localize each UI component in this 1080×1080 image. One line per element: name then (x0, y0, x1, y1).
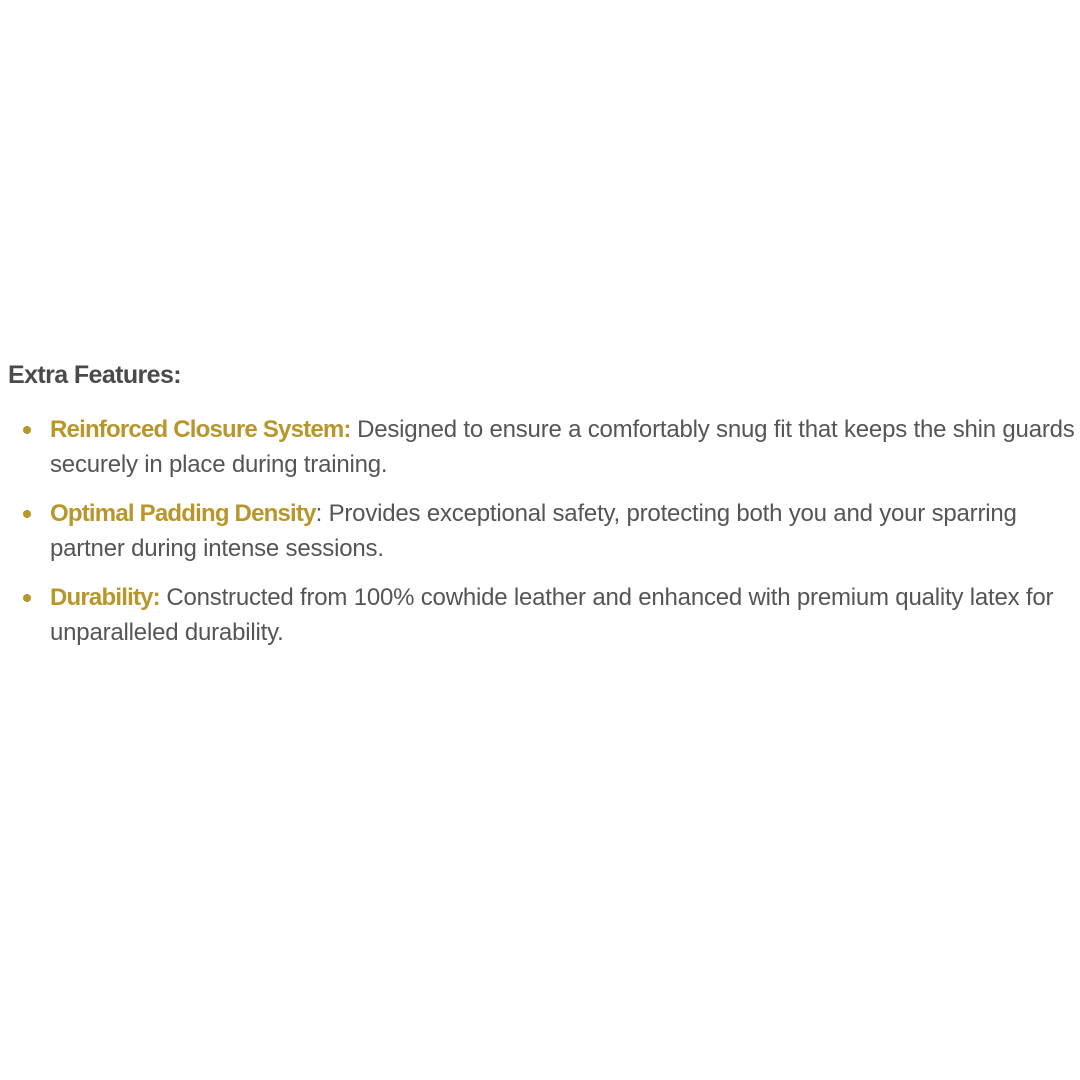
feature-description: Designed to ensure a comfortably snug fit that keeps the shin guards securely in place during training. (50, 416, 1075, 478)
bullet-dot-icon (23, 510, 31, 518)
feature-separator: : (315, 500, 323, 527)
bullet-dot-icon (23, 594, 31, 602)
feature-description: Provides exceptional safety, protecting both you and your sparring partner during intense sessions. (50, 500, 1017, 562)
extra-features-section (8, 358, 1076, 664)
bullet-dot-icon (23, 426, 31, 434)
section-heading: Extra Features: (8, 361, 182, 389)
feature-description: Constructed from 100% cowhide leather and enhanced with premium quality latex for unparalleled durability. (50, 584, 1054, 646)
feature-item-closure-system (8, 412, 1076, 482)
feature-title: Durability: (50, 584, 160, 611)
feature-title: Reinforced Closure System: (50, 416, 351, 443)
feature-item-durability (8, 580, 1076, 650)
feature-item-padding-density (8, 496, 1076, 566)
feature-list (8, 412, 1076, 650)
feature-title: Optimal Padding Density (50, 500, 316, 527)
